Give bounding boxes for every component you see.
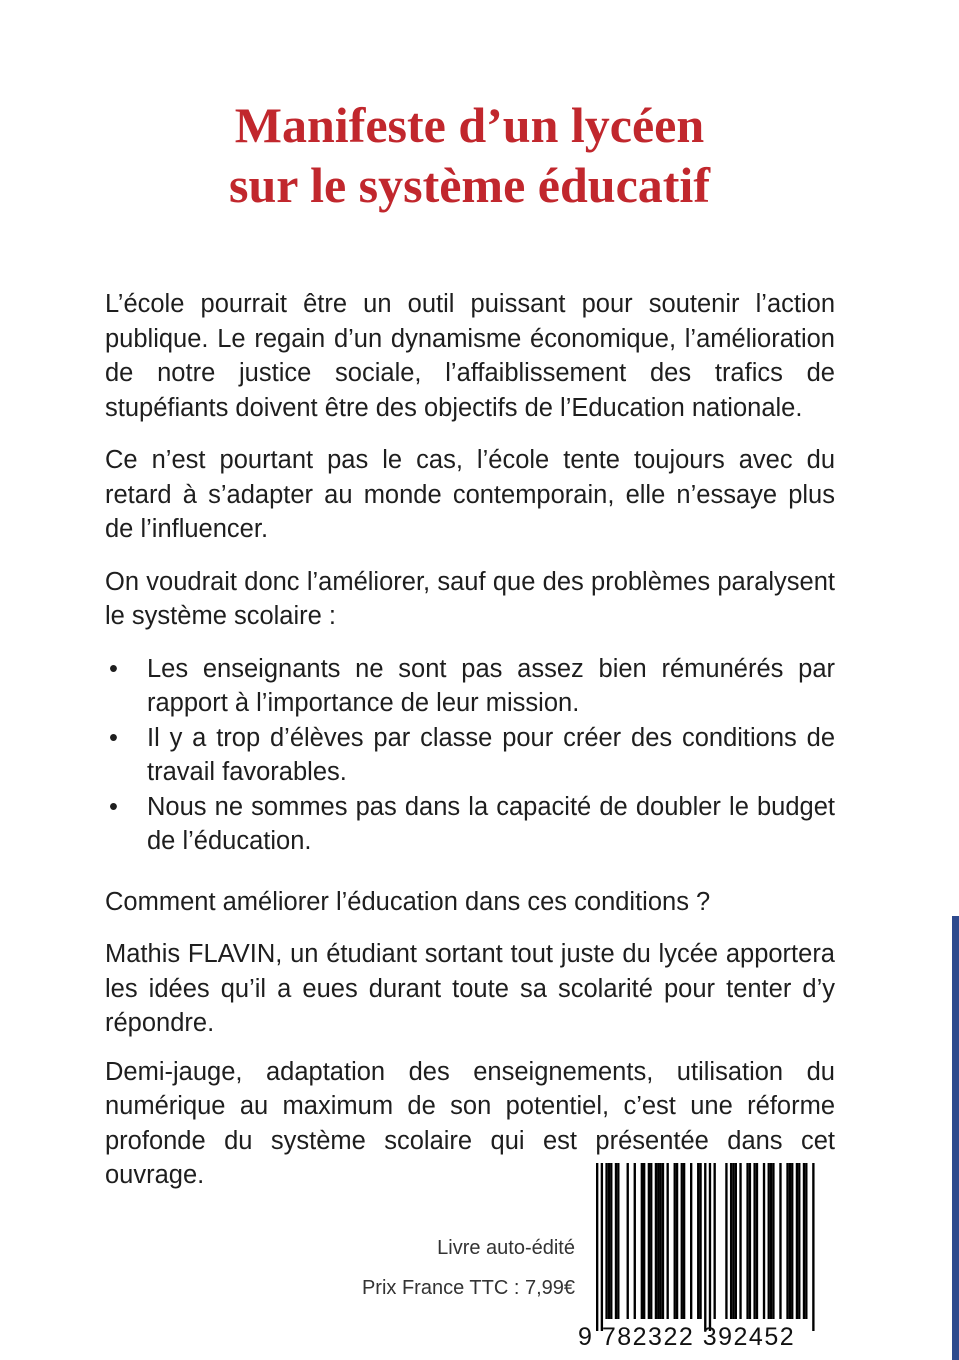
list-item: • Nous ne sommes pas dans la capacité de doubler le budget de l’éducation. bbox=[105, 790, 835, 859]
barcode-bar bbox=[674, 1163, 676, 1319]
barcode-bar bbox=[772, 1163, 774, 1319]
title-line-1: Manifeste d’un lycéen bbox=[234, 97, 705, 153]
barcode-bar bbox=[683, 1163, 685, 1319]
barcode-bar bbox=[641, 1163, 643, 1319]
barcode-bar bbox=[662, 1163, 664, 1319]
barcode-bar bbox=[753, 1163, 755, 1319]
barcode-bars bbox=[576, 1163, 816, 1333]
barcode-bar bbox=[643, 1163, 645, 1319]
barcode-guard-bar bbox=[601, 1163, 603, 1331]
barcode-bar bbox=[768, 1163, 770, 1319]
book-title bbox=[0, 95, 939, 215]
paragraph-author: Mathis FLAVIN, un étudiant sortant tout juste du lycée apportera les idées qu’il a eues durant toute sa scolarité pour tenter d’y répondre. bbox=[105, 940, 835, 1037]
barcode-bar bbox=[725, 1163, 727, 1319]
barcode-bar bbox=[699, 1163, 701, 1319]
problem-list bbox=[105, 652, 835, 859]
barcode-bar bbox=[730, 1163, 732, 1319]
barcode-guard-bar bbox=[812, 1163, 814, 1331]
barcode-bar bbox=[763, 1163, 765, 1319]
barcode-bar bbox=[796, 1163, 798, 1319]
barcode-bar bbox=[605, 1163, 607, 1319]
barcode-bar bbox=[655, 1163, 657, 1319]
barcode-bar bbox=[681, 1163, 683, 1319]
barcode-bar bbox=[659, 1163, 661, 1319]
barcode-bar bbox=[714, 1163, 716, 1319]
barcode-bar bbox=[610, 1163, 612, 1319]
price-label: Prix France TTC : 7,99€ bbox=[361, 1277, 575, 1299]
barcode-bar bbox=[746, 1163, 748, 1319]
list-item: • Les enseignants ne sont pas assez bien rémunérés par rapport à l’importance de leur mission. bbox=[105, 652, 835, 721]
title-line-2: sur le système éducatif bbox=[229, 157, 710, 213]
barcode-guard-bar bbox=[709, 1163, 711, 1331]
barcode-bar bbox=[756, 1163, 758, 1319]
barcode-bar bbox=[735, 1163, 737, 1319]
barcode-bar bbox=[749, 1163, 751, 1319]
spine-edge-bar bbox=[952, 916, 959, 1360]
publisher-note: Livre auto-édité bbox=[437, 1237, 575, 1259]
paragraph-problems: On voudrait donc l’améliorer, sauf que des problèmes paralysent le système scolaire : bbox=[105, 567, 835, 630]
barcode-bar bbox=[798, 1163, 800, 1319]
isbn-number: 9 782322 392452 bbox=[578, 1323, 796, 1351]
barcode-bar bbox=[667, 1163, 669, 1319]
paragraph-context: Ce n’est pourtant pas le cas, l’école tente toujours avec du retard à s’adapter au monde contemporain, elle n’essaye plus de l’influencer. bbox=[105, 446, 835, 543]
list-item: • Il y a trop d’élèves par classe pour créer des conditions de travail favorables. bbox=[105, 721, 835, 790]
barcode-bar bbox=[650, 1163, 652, 1319]
barcode-bar bbox=[779, 1163, 781, 1319]
paragraph-intro: L’école pourrait être un outil puissant pour soutenir l’action publique. Le regain d’un dynamisme économique, l’amélioration de notre justice sociale, l’affaiblissement des trafics de stupéfiants doivent être des objectifs de l’Education nationale. bbox=[105, 290, 835, 422]
barcode-bar bbox=[770, 1163, 772, 1319]
barcode-bar bbox=[627, 1163, 629, 1319]
barcode-bar bbox=[608, 1163, 610, 1319]
barcode-bar bbox=[803, 1163, 805, 1319]
barcode-bar bbox=[648, 1163, 650, 1319]
barcode-bar bbox=[789, 1163, 791, 1319]
paragraph-question: Comment améliorer l’éducation dans ces conditions ? bbox=[105, 887, 711, 916]
barcode-bar bbox=[739, 1163, 741, 1319]
barcode-bar bbox=[786, 1163, 788, 1319]
barcode-bar bbox=[791, 1163, 793, 1319]
paragraph-reform: Demi-jauge, adaptation des enseignements, utilisation du numérique au maximum de son potentiel, c’est une réforme profonde du système scolaire qui est présentée dans cet ouvrage. bbox=[105, 1057, 835, 1189]
barcode-bar bbox=[676, 1163, 678, 1319]
barcode-guard-bar bbox=[704, 1163, 706, 1331]
barcode-bar bbox=[732, 1163, 734, 1319]
barcode-bar bbox=[634, 1163, 636, 1319]
barcode-bar bbox=[657, 1163, 659, 1319]
barcode-guard-bar bbox=[596, 1163, 598, 1331]
barcode-bar bbox=[805, 1163, 807, 1319]
barcode-bar bbox=[690, 1163, 692, 1319]
barcode-bar bbox=[697, 1163, 699, 1319]
barcode-bar bbox=[615, 1163, 617, 1319]
back-cover-summary bbox=[105, 287, 835, 1211]
barcode-bar bbox=[617, 1163, 619, 1319]
